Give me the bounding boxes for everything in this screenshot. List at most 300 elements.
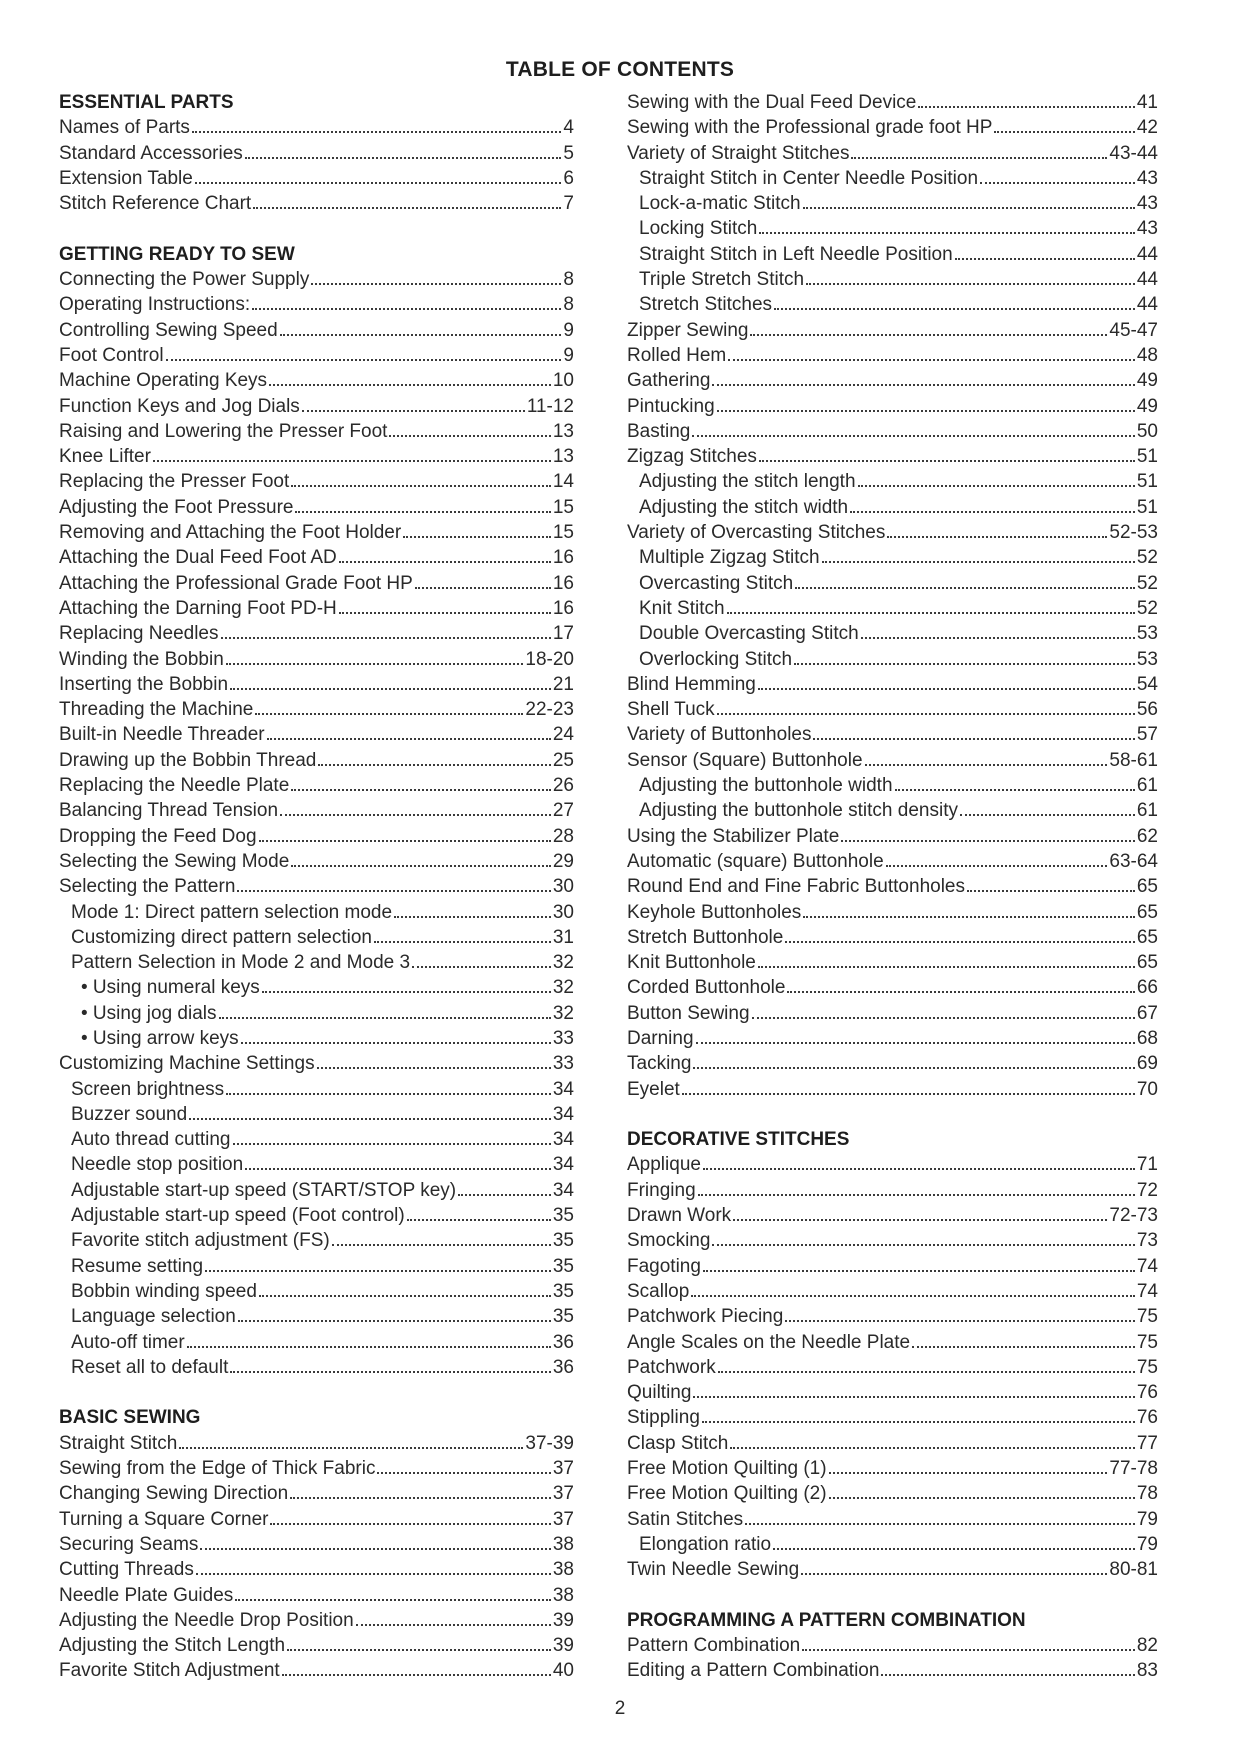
toc-entry[interactable]	[627, 975, 1158, 1000]
dot-leader	[287, 1635, 551, 1651]
toc-entry-label: Operating Instructions:	[59, 294, 251, 316]
toc-entry-page: 44	[1136, 243, 1158, 265]
toc-entry-label: Dropping the Feed Dog	[59, 825, 257, 847]
toc-entry-page: 15	[552, 522, 574, 544]
toc-entry[interactable]	[627, 90, 1158, 115]
toc-entry[interactable]	[59, 1557, 574, 1582]
toc-entry[interactable]	[59, 950, 574, 975]
toc-entry[interactable]	[59, 874, 574, 899]
toc-entry-page: 6	[563, 167, 574, 189]
toc-entry-label: • Using arrow keys	[81, 1027, 239, 1049]
toc-entry[interactable]	[59, 141, 574, 166]
toc-entry[interactable]	[59, 722, 574, 747]
toc-entry-page: 83	[1136, 1660, 1158, 1682]
dot-leader	[794, 649, 1135, 665]
toc-entry[interactable]	[59, 1608, 574, 1633]
dot-leader	[290, 1484, 551, 1500]
dot-leader	[221, 624, 551, 640]
toc-entry[interactable]	[59, 900, 574, 925]
toc-entry-page: 16	[552, 547, 574, 569]
toc-entry-label: Favorite Stitch Adjustment	[59, 1660, 280, 1682]
toc-entry[interactable]	[627, 621, 1158, 646]
toc-entry-page: 13	[552, 446, 574, 468]
toc-entry-label: Twin Needle Sewing	[627, 1559, 800, 1581]
dot-leader	[245, 143, 562, 159]
toc-entry[interactable]	[627, 242, 1158, 267]
toc-entry-page: 52	[1136, 547, 1158, 569]
toc-entry[interactable]	[627, 1077, 1158, 1102]
toc-entry-page: 51	[1136, 496, 1158, 518]
dot-leader	[282, 1661, 551, 1677]
dot-leader	[187, 1332, 551, 1348]
toc-entry-page: 28	[552, 825, 574, 847]
dot-leader	[394, 902, 551, 918]
dot-leader	[822, 548, 1135, 564]
dot-leader	[332, 1231, 551, 1247]
toc-entry[interactable]	[59, 1304, 574, 1329]
toc-entry-label: Selecting the Pattern	[59, 876, 236, 898]
dot-leader	[960, 801, 1135, 817]
toc-entry[interactable]	[59, 1051, 574, 1076]
toc-entry[interactable]	[59, 1633, 574, 1658]
dot-leader	[851, 143, 1107, 159]
toc-entry[interactable]	[59, 520, 574, 545]
dot-leader	[192, 118, 561, 134]
toc-entry[interactable]	[59, 191, 574, 216]
toc-entry[interactable]	[627, 1355, 1158, 1380]
dot-leader	[861, 624, 1135, 640]
dot-leader	[339, 548, 551, 564]
toc-entry-page: 32	[552, 977, 574, 999]
toc-entry[interactable]	[59, 596, 574, 621]
toc-entry-label: Eyelet	[627, 1078, 680, 1100]
toc-entry-label: Free Motion Quilting (2)	[627, 1483, 827, 1505]
toc-entry-page: 29	[552, 850, 574, 872]
dot-leader	[682, 1079, 1135, 1095]
toc-entry-label: Customizing Machine Settings	[59, 1053, 315, 1075]
toc-entry[interactable]	[627, 874, 1158, 899]
toc-entry-page: 65	[1136, 952, 1158, 974]
toc-entry-page: 57	[1136, 724, 1158, 746]
dot-leader	[237, 877, 550, 893]
toc-entry[interactable]	[627, 1051, 1158, 1076]
dot-leader	[179, 1433, 523, 1449]
toc-entry[interactable]	[59, 925, 574, 950]
toc-entry-label: Sewing with the Dual Feed Device	[627, 92, 917, 113]
toc-entry[interactable]	[59, 394, 574, 419]
dot-leader	[166, 345, 562, 361]
toc-entry[interactable]	[59, 1026, 574, 1051]
toc-entry[interactable]	[59, 1254, 574, 1279]
toc-entry-page: 44	[1136, 294, 1158, 316]
toc-entry-label: Needle stop position	[71, 1154, 244, 1176]
toc-entry[interactable]	[59, 1203, 574, 1228]
toc-entry-page: 80-81	[1109, 1559, 1158, 1581]
dot-leader	[233, 1130, 551, 1146]
toc-entry-page: 33	[552, 1053, 574, 1075]
toc-entry[interactable]	[59, 849, 574, 874]
toc-entry-page: 66	[1136, 977, 1158, 999]
toc-entry-label: Cutting Threads	[59, 1559, 194, 1581]
toc-entry[interactable]	[59, 1330, 574, 1355]
toc-entry-label: Zipper Sewing	[627, 319, 749, 341]
toc-entry[interactable]	[59, 1532, 574, 1557]
toc-entry-label: Drawn Work	[627, 1205, 732, 1227]
toc-entry[interactable]	[59, 318, 574, 343]
dot-leader	[238, 1307, 551, 1323]
toc-entry[interactable]	[59, 1583, 574, 1608]
toc-entry[interactable]	[627, 343, 1158, 368]
toc-entry[interactable]	[627, 368, 1158, 393]
toc-entry[interactable]	[627, 647, 1158, 672]
toc-entry[interactable]	[59, 1481, 574, 1506]
dot-leader	[230, 674, 551, 690]
dot-leader	[841, 826, 1135, 842]
dot-leader	[696, 1028, 1135, 1044]
toc-entry[interactable]	[627, 596, 1158, 621]
toc-entry-page: 65	[1136, 876, 1158, 898]
section-spacer	[627, 1583, 1158, 1608]
toc-column-right	[627, 90, 1158, 1684]
toc-entry-page: 35	[552, 1255, 574, 1277]
toc-entry-label: Customizing direct pattern selection	[71, 926, 372, 948]
toc-entry-page: 79	[1136, 1533, 1158, 1555]
toc-entry[interactable]	[59, 495, 574, 520]
toc-entry-label: Lock-a-matic Stitch	[639, 193, 801, 215]
toc-entry[interactable]	[59, 697, 574, 722]
toc-entry[interactable]	[59, 975, 574, 1000]
dot-leader	[692, 421, 1134, 437]
toc-entry-label: Sewing from the Edge of Thick Fabric	[59, 1458, 376, 1480]
toc-entry-page: 39	[552, 1609, 574, 1631]
toc-entry[interactable]	[59, 444, 574, 469]
toc-entry-label: Buzzer sound	[71, 1103, 188, 1125]
toc-entry-label: Extension Table	[59, 167, 193, 189]
dot-leader	[295, 497, 550, 513]
toc-entry-page: 62	[1136, 825, 1158, 847]
toc-entry-label: Scallop	[627, 1280, 690, 1302]
toc-entry[interactable]	[627, 1405, 1158, 1430]
toc-entry-label: Straight Stitch in Left Needle Position	[639, 243, 953, 265]
toc-entry[interactable]	[59, 672, 574, 697]
toc-entry-label: Turning a Square Corner	[59, 1508, 269, 1530]
toc-entry-page: 82	[1136, 1635, 1158, 1657]
toc-entry-label: Adjusting the Needle Drop Position	[59, 1609, 354, 1631]
toc-entry[interactable]	[59, 343, 574, 368]
toc-entry[interactable]	[627, 292, 1158, 317]
toc-entry[interactable]	[627, 1001, 1158, 1026]
page-number: 2	[614, 1698, 626, 1719]
toc-entry-page: 35	[552, 1230, 574, 1252]
toc-entry[interactable]	[59, 1456, 574, 1481]
toc-entry[interactable]	[59, 545, 574, 570]
toc-entry-page: 49	[1136, 370, 1158, 392]
toc-entry[interactable]	[59, 1355, 574, 1380]
toc-entry-page: 77	[1136, 1432, 1158, 1454]
toc-entry[interactable]	[627, 1481, 1158, 1506]
toc-entry-label: Adjusting the Stitch Length	[59, 1635, 286, 1657]
toc-entry-page: 21	[552, 673, 574, 695]
toc-entry-page: 8	[563, 294, 574, 316]
toc-entry[interactable]	[627, 191, 1158, 216]
dot-leader	[712, 371, 1134, 387]
toc-entry-label: Overcasting Stitch	[639, 572, 794, 594]
dot-leader	[758, 952, 1135, 968]
toc-entry[interactable]	[59, 267, 574, 292]
toc-entry[interactable]	[59, 292, 574, 317]
toc-entry[interactable]	[627, 1279, 1158, 1304]
toc-entry[interactable]	[627, 697, 1158, 722]
toc-entry-page: 76	[1136, 1382, 1158, 1404]
toc-entry[interactable]	[59, 1279, 574, 1304]
toc-entry-label: Securing Seams	[59, 1533, 199, 1555]
dot-leader	[196, 1560, 551, 1576]
dot-leader	[259, 1281, 551, 1297]
toc-entry-page: 43	[1136, 193, 1158, 215]
toc-entry[interactable]	[59, 1127, 574, 1152]
toc-entry[interactable]	[627, 1203, 1158, 1228]
dot-leader	[226, 649, 524, 665]
toc-entry-page: 34	[552, 1078, 574, 1100]
toc-entry-label: Angle Scales on the Needle Plate	[627, 1331, 911, 1353]
toc-entry-label: Balancing Thread Tension	[59, 800, 279, 822]
toc-entry[interactable]	[627, 925, 1158, 950]
dot-leader	[339, 598, 551, 614]
toc-entry[interactable]	[59, 1001, 574, 1026]
toc-entry-page: 71	[1136, 1154, 1158, 1176]
toc-entry-label: Screen brightness	[71, 1078, 225, 1100]
dot-leader	[403, 522, 551, 538]
toc-entry[interactable]	[627, 1380, 1158, 1405]
toc-entry-page: 43	[1136, 218, 1158, 240]
toc-entry[interactable]	[627, 469, 1158, 494]
dot-leader	[801, 1560, 1107, 1576]
dot-leader	[698, 1180, 1135, 1196]
page-title: TABLE OF CONTENTS	[505, 58, 735, 81]
toc-entry-label: Using the Stabilizer Plate	[627, 825, 840, 847]
toc-entry-label: Adjustable start-up speed (START/STOP key)	[71, 1179, 457, 1201]
toc-entry-page: 41	[1136, 92, 1158, 113]
toc-entry-label: Variety of Straight Stitches	[627, 142, 850, 164]
toc-entry-label: Pattern Selection in Mode 2 and Mode 3	[71, 952, 411, 974]
toc-entry[interactable]	[627, 900, 1158, 925]
toc-entry-label: Names of Parts	[59, 117, 190, 139]
dot-leader	[718, 1357, 1135, 1373]
toc-entry[interactable]	[59, 469, 574, 494]
toc-entry-page: 24	[552, 724, 574, 746]
toc-entry-label: Knit Stitch	[639, 597, 725, 619]
toc-entry-label: Multiple Zigzag Stitch	[639, 547, 820, 569]
toc-entry-label: Replacing the Presser Foot	[59, 471, 290, 493]
toc-entry[interactable]	[59, 647, 574, 672]
dot-leader	[728, 345, 1135, 361]
toc-entry-label: Removing and Attaching the Foot Holder	[59, 522, 402, 544]
toc-entry[interactable]	[627, 1228, 1158, 1253]
toc-entry[interactable]	[627, 545, 1158, 570]
toc-entry-page: 65	[1136, 901, 1158, 923]
dot-leader	[850, 497, 1135, 513]
toc-entry-page: 40	[552, 1660, 574, 1682]
toc-entry-page: 32	[552, 1002, 574, 1024]
toc-entry-page: 38	[552, 1533, 574, 1555]
toc-entry[interactable]	[627, 419, 1158, 444]
toc-entry-page: 36	[552, 1331, 574, 1353]
toc-entry-page: 51	[1136, 446, 1158, 468]
toc-entry[interactable]	[59, 1152, 574, 1177]
dot-leader	[195, 168, 562, 184]
toc-entry[interactable]	[59, 419, 574, 444]
toc-entry[interactable]	[59, 115, 574, 140]
toc-entry[interactable]	[627, 1507, 1158, 1532]
toc-entry[interactable]	[627, 773, 1158, 798]
toc-entry[interactable]	[59, 798, 574, 823]
toc-entry-label: Keyhole Buttonholes	[627, 901, 802, 923]
dot-leader	[280, 320, 562, 336]
toc-entry-page: 39	[552, 1635, 574, 1657]
toc-entry[interactable]	[627, 1658, 1158, 1683]
toc-entry[interactable]	[627, 1178, 1158, 1203]
toc-entry[interactable]	[627, 1557, 1158, 1582]
toc-entry-page: 63-64	[1109, 850, 1158, 872]
dot-leader	[153, 446, 551, 462]
toc-entry[interactable]	[59, 748, 574, 773]
toc-entry-label: Attaching the Professional Grade Foot HP	[59, 572, 413, 594]
toc-entry[interactable]	[627, 394, 1158, 419]
toc-entry-page: 26	[552, 775, 574, 797]
toc-entry[interactable]	[627, 1254, 1158, 1279]
toc-entry-label: Adjusting the buttonhole stitch density	[639, 800, 958, 822]
toc-entry[interactable]	[627, 571, 1158, 596]
dot-leader	[774, 295, 1135, 311]
toc-entry[interactable]	[627, 166, 1158, 191]
toc-entry[interactable]	[627, 849, 1158, 874]
dot-leader	[865, 750, 1108, 766]
dot-leader	[758, 674, 1135, 690]
toc-entry[interactable]	[627, 1026, 1158, 1051]
toc-entry-page: 16	[552, 597, 574, 619]
toc-entry[interactable]	[59, 824, 574, 849]
toc-entry[interactable]	[59, 773, 574, 798]
toc-entry-page: 31	[552, 926, 574, 948]
toc-entry[interactable]	[627, 748, 1158, 773]
dot-leader	[980, 168, 1135, 184]
toc-entry[interactable]	[59, 368, 574, 393]
toc-entry-label: Needle Plate Guides	[59, 1584, 234, 1606]
toc-entry[interactable]	[627, 1304, 1158, 1329]
toc-entry[interactable]	[59, 1431, 574, 1456]
toc-entry[interactable]	[59, 1077, 574, 1102]
toc-entry-label: Built-in Needle Threader	[59, 724, 265, 746]
toc-entry[interactable]	[627, 824, 1158, 849]
toc-entry[interactable]	[627, 216, 1158, 241]
toc-entry[interactable]	[627, 495, 1158, 520]
toc-entry[interactable]	[627, 267, 1158, 292]
dot-leader	[994, 118, 1134, 134]
dot-leader	[270, 1509, 550, 1525]
toc-entry-page: 58-61	[1109, 749, 1158, 771]
toc-entry-label: Clasp Stitch	[627, 1432, 729, 1454]
toc-entry-label: Mode 1: Direct pattern selection mode	[71, 901, 393, 923]
toc-entry-page: 9	[563, 344, 574, 366]
toc-entry-page: 54	[1136, 673, 1158, 695]
dot-leader	[858, 472, 1135, 488]
toc-entry-label: Quilting	[627, 1382, 692, 1404]
toc-entry-page: 25	[552, 749, 574, 771]
dot-leader	[291, 775, 551, 791]
toc-entry-label: Double Overcasting Stitch	[639, 623, 859, 645]
toc-entry[interactable]	[627, 444, 1158, 469]
dot-leader	[205, 1256, 551, 1272]
dot-leader	[730, 1433, 1134, 1449]
toc-entry-label: Adjusting the Foot Pressure	[59, 496, 294, 518]
dot-leader	[702, 1408, 1135, 1424]
toc-entry[interactable]	[59, 1507, 574, 1532]
toc-entry[interactable]	[627, 1456, 1158, 1481]
dot-leader	[752, 1003, 1135, 1019]
toc-entry-page: 30	[552, 901, 574, 923]
toc-entry-page: 18-20	[525, 648, 574, 670]
toc-entry[interactable]	[59, 1658, 574, 1683]
toc-entry[interactable]	[627, 115, 1158, 140]
toc-entry-label: Elongation ratio	[639, 1533, 772, 1555]
toc-entry-label: Selecting the Sewing Mode	[59, 850, 290, 872]
toc-entry[interactable]	[627, 318, 1158, 343]
toc-entry-label: Gathering	[627, 370, 711, 392]
toc-entry[interactable]	[59, 621, 574, 646]
toc-entry[interactable]	[627, 141, 1158, 166]
dot-leader	[803, 902, 1135, 918]
toc-entry-page: 67	[1136, 1002, 1158, 1024]
section-heading: ESSENTIAL PARTS	[59, 92, 234, 113]
dot-leader	[230, 1357, 550, 1373]
dot-leader	[253, 194, 561, 210]
toc-entry[interactable]	[627, 798, 1158, 823]
toc-entry[interactable]	[59, 1102, 574, 1127]
toc-entry-page: 35	[552, 1280, 574, 1302]
toc-entry-page: 35	[552, 1205, 574, 1227]
dot-leader	[773, 1534, 1135, 1550]
dot-leader	[377, 1458, 550, 1474]
toc-entry[interactable]	[627, 722, 1158, 747]
toc-entry[interactable]	[59, 1178, 574, 1203]
toc-entry[interactable]	[627, 950, 1158, 975]
toc-entry-label: Adjusting the stitch width	[639, 496, 849, 518]
toc-entry[interactable]	[627, 1152, 1158, 1177]
toc-entry[interactable]	[627, 1330, 1158, 1355]
toc-entry-page: 56	[1136, 699, 1158, 721]
toc-entry[interactable]	[627, 672, 1158, 697]
toc-entry[interactable]	[627, 520, 1158, 545]
dot-leader	[803, 194, 1135, 210]
toc-entry-page: 37-39	[525, 1432, 574, 1454]
toc-entry[interactable]	[59, 571, 574, 596]
toc-entry[interactable]	[627, 1532, 1158, 1557]
toc-entry[interactable]	[59, 166, 574, 191]
toc-column-left	[59, 90, 574, 1684]
toc-entry-page: 49	[1136, 395, 1158, 417]
dot-leader	[787, 978, 1134, 994]
toc-entry-page: 43	[1136, 167, 1158, 189]
toc-entry[interactable]	[59, 1228, 574, 1253]
toc-entry-page: 75	[1136, 1356, 1158, 1378]
dot-leader	[759, 446, 1135, 462]
toc-entry-label: Attaching the Dual Feed Foot AD	[59, 547, 337, 569]
toc-entry-label: Straight Stitch	[59, 1432, 178, 1454]
toc-entry-label: Overlocking Stitch	[639, 648, 793, 670]
toc-entry[interactable]	[627, 1633, 1158, 1658]
dot-leader	[269, 371, 551, 387]
toc-entry[interactable]	[627, 1431, 1158, 1456]
